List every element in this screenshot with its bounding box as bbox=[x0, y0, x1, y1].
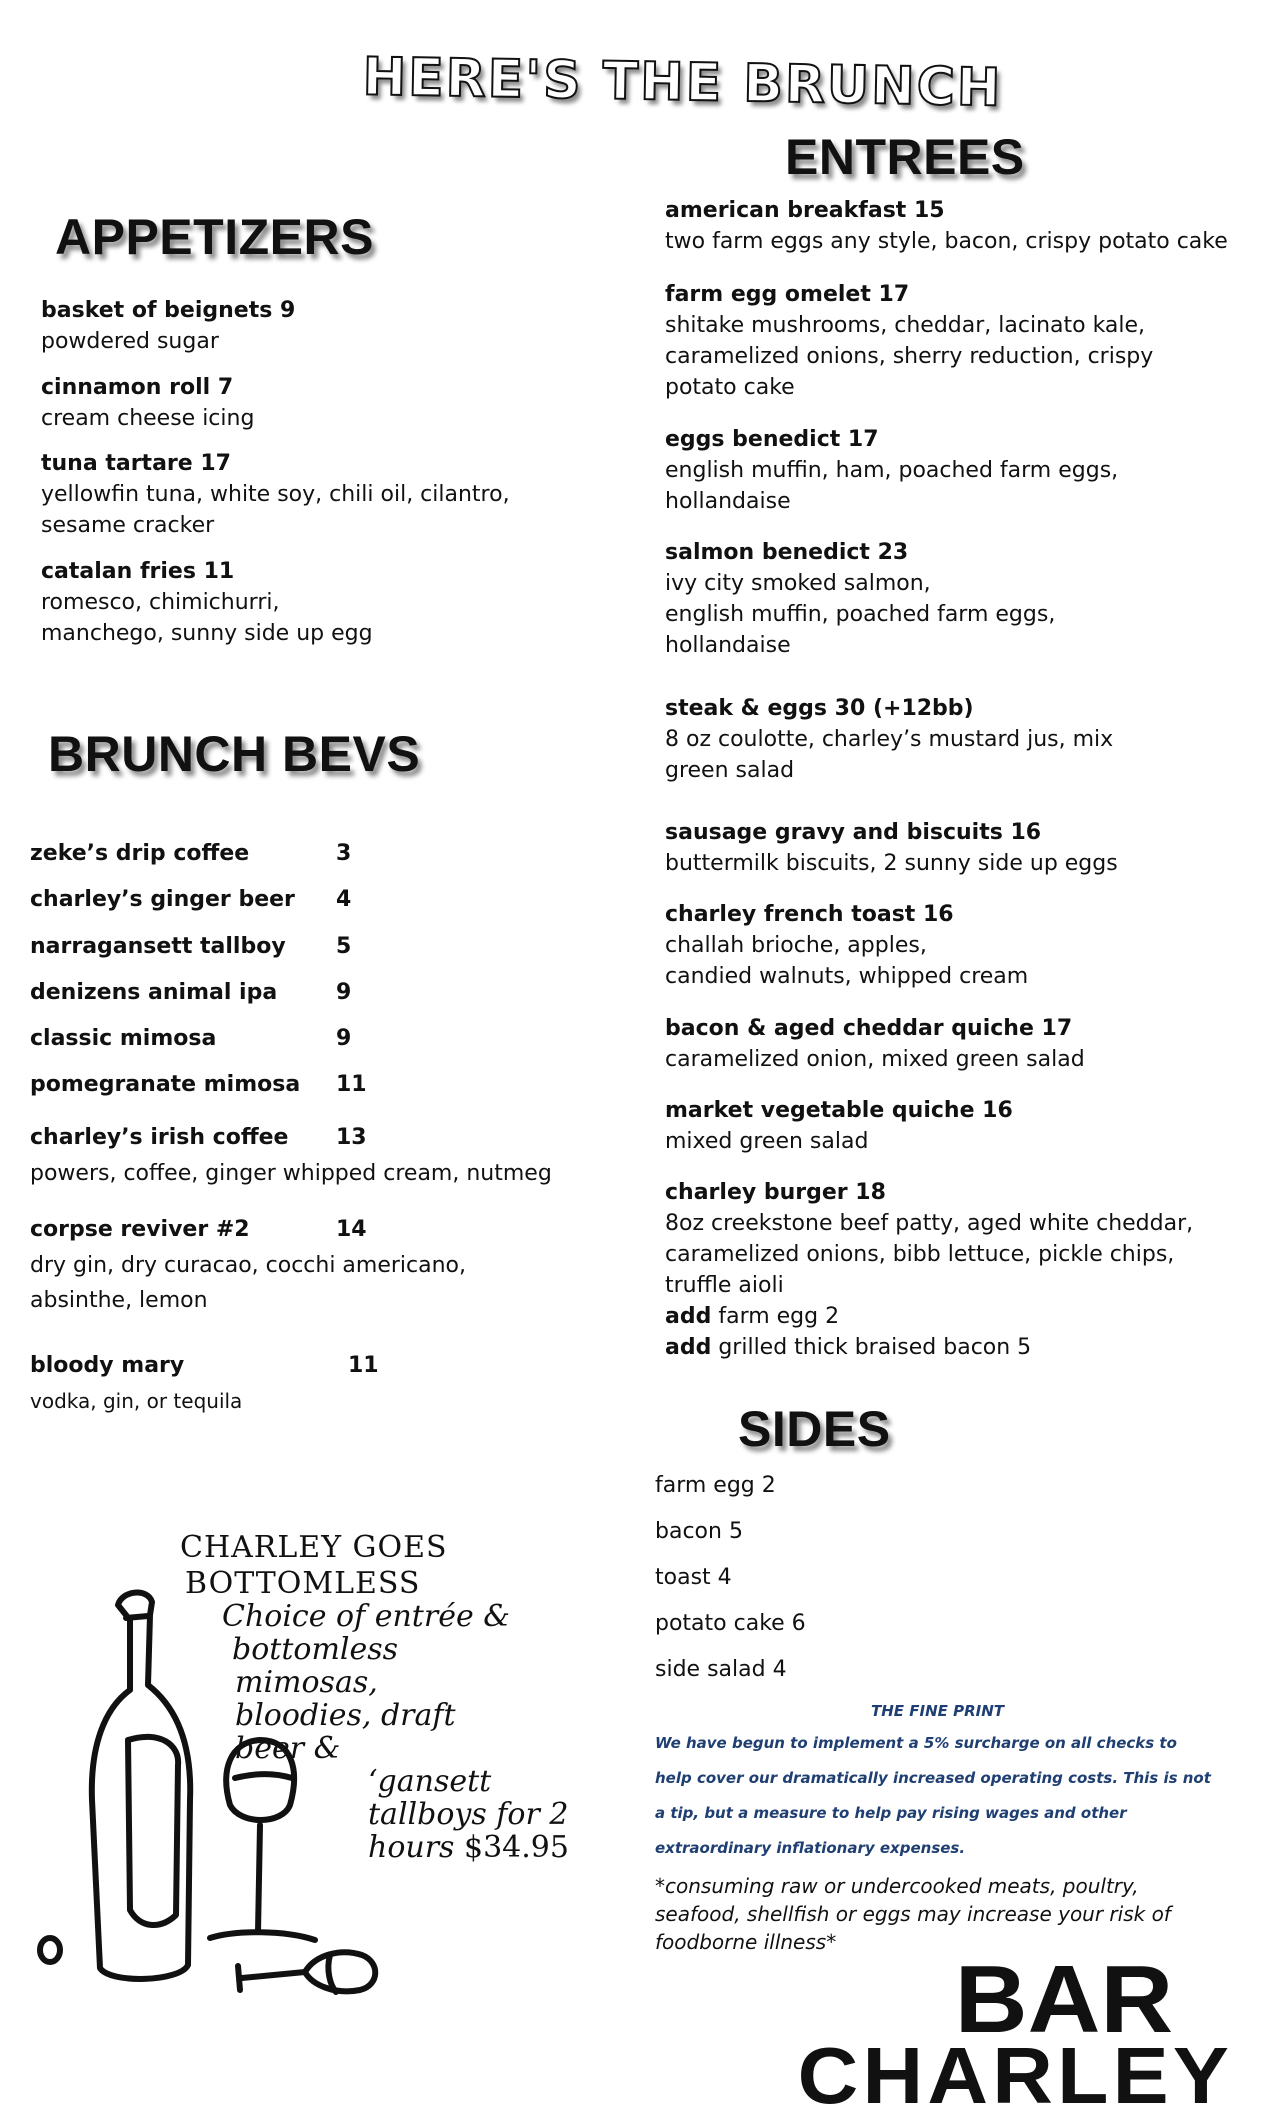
bev-row bbox=[30, 1215, 367, 1245]
item-desc: yellowfin tuna, white soy, chili oil, cilantro, bbox=[41, 482, 510, 507]
addon-label: add bbox=[665, 1335, 712, 1360]
bev-price: 11 bbox=[336, 1072, 367, 1097]
entree-item bbox=[665, 1177, 1193, 1363]
menu-title: HERE'S THE BRUNCH bbox=[362, 47, 1003, 119]
item-desc: candied walnuts, whipped cream bbox=[665, 964, 1029, 989]
side-item: farm egg 2 bbox=[655, 1473, 776, 1498]
appetizer-item bbox=[41, 556, 373, 649]
bev-name: denizens animal ipa bbox=[30, 980, 278, 1005]
item-desc: caramelized onion, mixed green salad bbox=[665, 1047, 1085, 1072]
appetizer-item bbox=[41, 448, 510, 541]
bev-price: 11 bbox=[348, 1353, 379, 1378]
bev-row bbox=[30, 1351, 379, 1381]
bottomless-line: mimosas, bbox=[235, 1665, 378, 1700]
item-desc: buttermilk biscuits, 2 sunny side up eggs bbox=[665, 851, 1118, 876]
bev-price: 4 bbox=[336, 887, 352, 912]
entrees-heading: ENTREES bbox=[785, 129, 1025, 185]
appetizer-item bbox=[41, 372, 254, 434]
item-desc: ivy city smoked salmon, bbox=[665, 571, 931, 596]
bev-row bbox=[30, 978, 351, 1008]
side-item: bacon 5 bbox=[655, 1519, 743, 1544]
side-item: side salad 4 bbox=[655, 1657, 787, 1682]
entree-item bbox=[665, 693, 1113, 786]
addon-text: farm egg 2 bbox=[711, 1304, 840, 1329]
item-desc: hollandaise bbox=[665, 489, 791, 514]
bev-price: 9 bbox=[336, 1026, 352, 1051]
item-desc: english muffin, poached farm eggs, bbox=[665, 602, 1056, 627]
logo-bar: BAR bbox=[954, 1946, 1174, 2053]
item-name: charley french toast 16 bbox=[665, 902, 954, 927]
item-desc: potato cake bbox=[665, 375, 795, 400]
item-name: catalan fries 11 bbox=[41, 559, 235, 584]
bottomless-line: Choice of entrée & bbox=[222, 1599, 510, 1634]
item-desc: english muffin, ham, poached farm eggs, bbox=[665, 458, 1119, 483]
item-desc: caramelized onions, bibb lettuce, pickle chips, bbox=[665, 1242, 1175, 1267]
addon-line bbox=[665, 1301, 1193, 1332]
item-name: cinnamon roll 7 bbox=[41, 375, 234, 400]
entree-item bbox=[665, 424, 1118, 517]
fine-print-title: THE FINE PRINT bbox=[870, 1702, 1004, 1720]
sides-heading: SIDES bbox=[738, 1401, 891, 1457]
bev-name: zeke’s drip coffee bbox=[30, 841, 250, 866]
item-name: steak & eggs 30 (+12bb) bbox=[665, 696, 974, 721]
bottomless-line: bottomless bbox=[232, 1632, 399, 1667]
bottomless-line-hours: hours bbox=[368, 1830, 455, 1865]
entree-item bbox=[665, 1095, 1013, 1157]
entree-item bbox=[665, 537, 1055, 661]
fine-print-text: We have begun to implement a 5% surcharge on all checks to help cover our dramatically increased operating costs. This is not a tip, but a measure to help pay rising wages and other extraordinary inflationary expenses. bbox=[655, 1734, 1211, 1857]
item-desc: hollandaise bbox=[665, 633, 791, 658]
entree-item bbox=[665, 817, 1118, 879]
item-name: eggs benedict 17 bbox=[665, 427, 879, 452]
item-name: tuna tartare 17 bbox=[41, 451, 231, 476]
bottomless-line: tallboys for 2 bbox=[368, 1797, 569, 1832]
bev-name: narragansett tallboy bbox=[30, 934, 286, 959]
item-name: american breakfast 15 bbox=[665, 198, 945, 223]
entree-item bbox=[665, 1013, 1085, 1075]
item-desc: shitake mushrooms, cheddar, lacinato kale, bbox=[665, 313, 1146, 338]
item-desc: manchego, sunny side up egg bbox=[41, 621, 373, 646]
bev-row bbox=[30, 1070, 367, 1100]
addon-line bbox=[665, 1332, 1193, 1363]
item-desc: mixed green salad bbox=[665, 1129, 869, 1154]
item-name: salmon benedict 23 bbox=[665, 540, 909, 565]
bev-row bbox=[30, 932, 351, 962]
item-desc: cream cheese icing bbox=[41, 406, 255, 431]
item-desc: caramelized onions, sherry reduction, crispy bbox=[665, 344, 1154, 369]
bev-name: charley’s irish coffee bbox=[30, 1125, 289, 1150]
bev-desc: powers, coffee, ginger whipped cream, nutmeg bbox=[30, 1161, 552, 1186]
bev-row bbox=[30, 1024, 351, 1054]
bev-price: 5 bbox=[336, 934, 352, 959]
bev-name: pomegranate mimosa bbox=[30, 1072, 301, 1097]
bottomless-heading-line2: BOTTOMLESS bbox=[185, 1566, 421, 1601]
entree-item bbox=[665, 279, 1153, 403]
logo-charley: CHARLEY bbox=[797, 2031, 1234, 2120]
bottomless-price: $34.95 bbox=[464, 1830, 569, 1865]
addon-label: add bbox=[665, 1304, 712, 1329]
entree-item bbox=[665, 195, 1228, 257]
bev-row bbox=[30, 1123, 367, 1153]
item-desc: two farm eggs any style, bacon, crispy potato cake bbox=[665, 229, 1228, 254]
bev-name: corpse reviver #2 bbox=[30, 1217, 250, 1242]
item-desc: 8oz creekstone beef patty, aged white cheddar, bbox=[665, 1211, 1194, 1236]
bev-desc: vodka, gin, or tequila bbox=[30, 1389, 243, 1413]
item-desc: 8 oz coulotte, charley’s mustard jus, mix bbox=[665, 727, 1114, 752]
item-name: sausage gravy and biscuits 16 bbox=[665, 820, 1042, 845]
item-name: charley burger 18 bbox=[665, 1180, 886, 1205]
entree-item bbox=[665, 899, 1028, 992]
side-item: toast 4 bbox=[655, 1565, 732, 1590]
item-desc: truffle aioli bbox=[665, 1273, 784, 1298]
item-desc: challah brioche, apples, bbox=[665, 933, 927, 958]
item-name: farm egg omelet 17 bbox=[665, 282, 910, 307]
food-safety-disclaimer: *consuming raw or undercooked meats, poultry, seafood, shellfish or eggs may increase your risk of foodborne illness* bbox=[655, 1874, 1171, 1954]
side-item: potato cake 6 bbox=[655, 1611, 806, 1636]
item-name: basket of beignets 9 bbox=[41, 298, 296, 323]
appetizer-item bbox=[41, 295, 295, 357]
bottomless-heading-line1: CHARLEY GOES bbox=[180, 1530, 448, 1565]
bottomless-line: bloodies, draft bbox=[235, 1698, 456, 1733]
item-desc: sesame cracker bbox=[41, 513, 215, 538]
bevs-heading: BRUNCH BEVS bbox=[48, 726, 421, 782]
bev-row bbox=[30, 885, 351, 915]
bottomless-line: beer & bbox=[235, 1731, 341, 1766]
item-name: bacon & aged cheddar quiche 17 bbox=[665, 1016, 1073, 1041]
bottle-and-glass-sketch bbox=[30, 1580, 480, 2000]
bottomless-line: ‘gansett bbox=[368, 1764, 492, 1799]
bev-price: 9 bbox=[336, 980, 352, 1005]
bev-name: classic mimosa bbox=[30, 1026, 217, 1051]
item-desc: green salad bbox=[665, 758, 795, 783]
bev-name: bloody mary bbox=[30, 1353, 185, 1378]
bev-price: 14 bbox=[336, 1217, 367, 1242]
bev-price: 13 bbox=[336, 1125, 367, 1150]
bev-desc: dry gin, dry curacao, cocchi americano, absinthe, lemon bbox=[30, 1253, 467, 1313]
appetizers-heading: APPETIZERS bbox=[55, 209, 374, 265]
item-name: market vegetable quiche 16 bbox=[665, 1098, 1013, 1123]
bev-row bbox=[30, 839, 351, 869]
addon-text: grilled thick braised bacon 5 bbox=[711, 1335, 1032, 1360]
bev-name: charley’s ginger beer bbox=[30, 887, 295, 912]
bev-price: 3 bbox=[336, 841, 352, 866]
item-desc: powdered sugar bbox=[41, 329, 219, 354]
item-desc: romesco, chimichurri, bbox=[41, 590, 280, 615]
